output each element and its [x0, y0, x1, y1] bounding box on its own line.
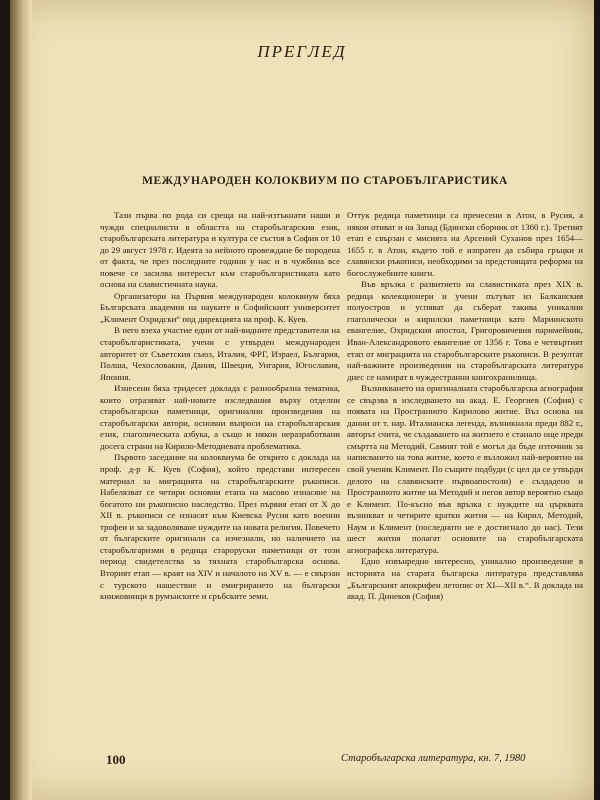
journal-page [10, 0, 594, 800]
paragraph: Оттук редица паметници са пренесени в Атон, в Русия, а някои отиват и на Запад (Бдински сборник от 1360 г.). Третият етап е свързан с мисията на Арсений Суханов през 1654—1655 г. в Атон, където той е изпратен да събира гръцки и славянски ръкописи, необходими за предстоящата реформа на богослужебните книги. [347, 210, 583, 278]
paragraph: Първото заседание на колоквиума бе открито с доклада на проф. д-р К. Куев (София), който представи интересен материал за миграцията на старобългарските ръкописи. Набелязват се четири основни етапа на масово изнасяне на богатото ни ръкописно наследство. През първия етап от X до XII в. ръкописи се изнасят към Киевска Русия като военни трофеи и за задоволяване нуждите на новата религия. Повечето от българските оригинали са изчезнали, но наличието на старобългаризми в редица староруски паметници от този период свидетелства за тяхната старобългарска основа. Вторият етап — краят на XIV и началото на XV в. — е свързан с турското нашествие и емигрирането на български книжовници в румънските и сръбските земи. [100, 452, 340, 602]
article-title: МЕЖДУНАРОДЕН КОЛОКВИУМ ПО СТАРОБЪЛГАРИСТИКА [142, 175, 508, 187]
paragraph: Едно извънредно интересно, уникално произведение в историята на старата българска литература представлява „Българският апокрифен летопис от XI—XII в.“. В доклада на акад. П. Динеков (София) [347, 556, 583, 602]
paragraph: Организатори на Първия международен колоквиум бяха Българската академия на науките и Софийският университет „Климент Охридски“ под дирекцията на проф. К. Куев. [100, 290, 340, 324]
right-column [347, 210, 583, 603]
left-column [100, 210, 340, 603]
book-spine-shadow [10, 0, 32, 800]
section-title: ПРЕГЛЕД [257, 42, 347, 61]
paragraph: Възникването на оригиналната старобългарска агиография се свързва в изследването на акад. Е. Георгиев (София) с появата на Пространното Кирилово житие. Въз основа на данни от т. нар. Италианска легенда, възникнала преди 882 г., авторът счита, че създаването на житието е станало още преди смъртта на Методий. Самият той е могъл да бъде източник за написването на това житие, което е възложил най-вероятно на свой ученик Климент. По същите подбуди (с цел да се утвърди делото на славянските първоапостоли) е създадено и Пространното житие на Методий и негов автор вероятно също е Климент. По-късно във връзка с нуждите на църквата възникват и четирите кратки жития — на Кирил, Методий, Наум и Климент (последното не е достигнало до нас). Тези шест жития полагат основите на старобългарската агиографска литература. [347, 383, 583, 555]
paragraph: Във връзка с развитието на славистиката през XIX в. редица колекционери и учени пътуват из Балканския полуостров и успяват да съберат такива уникални глаголически и кирилски паметници като Мариинското евангелие, Охридския апостол, Григоровичевия паримейник, Иван-Александровото евангелие от 1356 г. Това е четвъртият етап от миграцията на старобългарските ръкописи. В резултат най-важните произведения на старобългарската литература днес се намират в чуждестранни книгохранилища. [347, 279, 583, 382]
paragraph: Изнесени бяха тридесет доклада с разнообразна тематика, които отразяват най-новите изследвания върху отделни старобългарски паметници, оригинални произведения на старобългарски автори, основни въпроси на старобългарския език, глаголическата азбука, а също и някои неразработвани досега страни на Кирило-Методиевата проблематика. [100, 383, 340, 451]
paragraph: В него взеха участие едни от най-видните представители на старобългаристиката, учени с утвърден международен авторитет от Съветския съюз, Италия, ФРГ, Израел, България, Полша, Чехословакия, Дания, Швеция, Унгария, Югославия, Япония. [100, 325, 340, 382]
paragraph: Тази първа по рода си среща на най-изтъкнати наши и чужди специалисти в областта на старобългарския език, старобългарската литература и култура се състоя в София от 10 до 29 август 1978 г. Идеята за нейното провеждане бе породена от факта, че през последните години у нас и в чужбина все повече се засилва интересът към старобългаристиката като основа на славистичната наука. [100, 210, 340, 290]
journal-reference: Старобългарска литература, кн. 7, 1980 [341, 753, 526, 764]
page-number: 100 [106, 752, 126, 767]
